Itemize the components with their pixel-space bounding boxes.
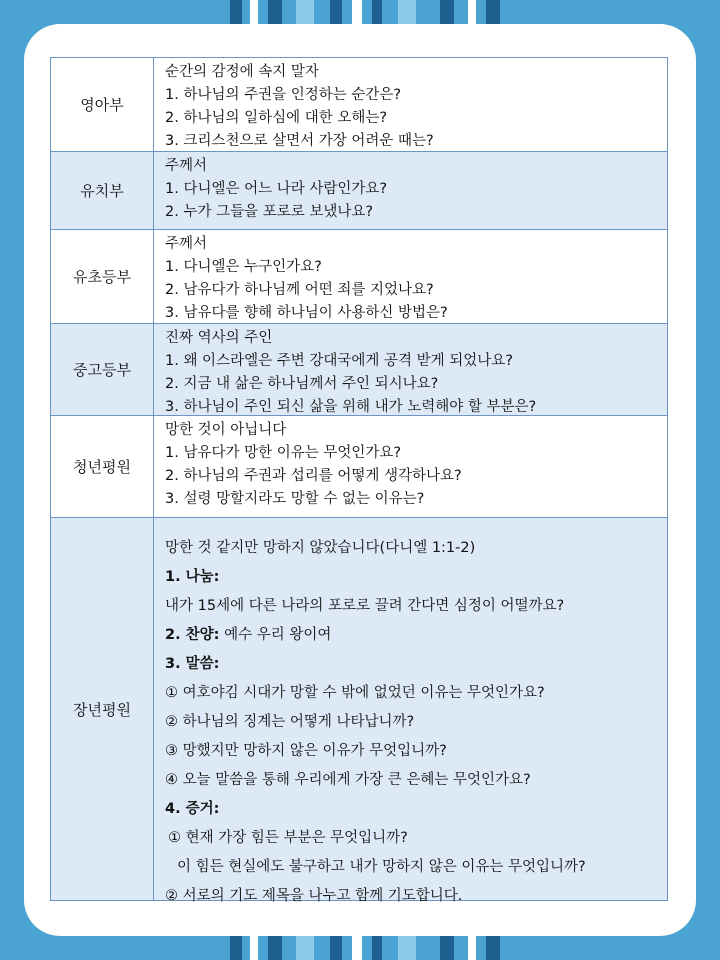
question: 1. 다니엘은 어느 나라 사람인가요?: [165, 181, 388, 197]
row-label: 장년평원: [51, 518, 154, 900]
question: 1. 하나님의 주권을 인정하는 순간은?: [165, 87, 402, 103]
row-content: [154, 58, 667, 151]
question: 1. 다니엘은 누구인가요?: [165, 259, 322, 275]
question: 2. 지금 내 삶은 하나님께서 주인 되시나요?: [165, 376, 439, 392]
row-label: 영아부: [51, 58, 154, 151]
table-row: [51, 58, 667, 152]
question: 3. 남유다를 향해 하나님이 사용하신 방법은?: [165, 305, 448, 321]
question: 3. 크리스천으로 살면서 가장 어려운 때는?: [165, 133, 434, 149]
bottom-stripe-band: [0, 936, 720, 960]
question: 1. 왜 이스라엘은 주변 강대국에게 공격 받게 되었나요?: [165, 353, 513, 369]
question: 3. 하나님이 주인 되신 삶을 위해 내가 노력해야 할 부분은?: [165, 399, 537, 415]
row-label: 유초등부: [51, 230, 154, 323]
row-content: [154, 416, 667, 517]
table-row: [51, 152, 667, 230]
question: ② 서로의 기도 제목을 나누고 함께 기도합니다.: [165, 888, 463, 904]
row-title: 주께서: [165, 236, 208, 252]
row-title: 진짜 역사의 주인: [165, 330, 273, 346]
question: 2. 하나님의 주권과 섭리를 어떻게 생각하나요?: [165, 468, 462, 484]
hymn-title: 예수 우리 왕이여: [219, 627, 332, 643]
table-row: [51, 518, 667, 904]
question: ① 현재 가장 힘든 부분은 무엇입니까?: [168, 830, 408, 846]
row-title: 주께서: [165, 158, 208, 174]
question: ① 여호야김 시대가 망할 수 밖에 없었던 이유는 무엇인가요?: [165, 685, 545, 701]
question: 3. 설령 망할지라도 망할 수 없는 이유는?: [165, 491, 425, 507]
question: ④ 오늘 말씀을 통해 우리에게 가장 큰 은혜는 무엇인가요?: [165, 772, 531, 788]
row-title: 순간의 감정에 속지 말자: [165, 64, 319, 80]
section-heading: 2. 찬양:: [165, 627, 220, 643]
table-row: [51, 416, 667, 518]
question: 2. 남유다가 하나님께 어떤 죄를 지었나요?: [165, 282, 434, 298]
question: 내가 15세에 다른 나라의 포로로 끌려 간다면 심정이 어떨까요?: [165, 598, 565, 614]
section-heading: 1. 나눔:: [165, 569, 220, 585]
row-label: 청년평원: [51, 416, 154, 517]
row-label: 중고등부: [51, 324, 154, 415]
table-row: [51, 324, 667, 416]
row-label: 유치부: [51, 152, 154, 229]
section-heading: 4. 증거:: [165, 801, 220, 817]
discussion-table: [50, 57, 668, 904]
question: 이 힘든 현실에도 불구하고 내가 망하지 않은 이유는 무엇입니까?: [177, 859, 586, 875]
row-title: 망한 것이 아닙니다: [165, 422, 287, 438]
question: 2. 하나님의 일하심에 대한 오해는?: [165, 110, 388, 126]
question: 1. 남유다가 망한 이유는 무엇인가요?: [165, 445, 402, 461]
row-title: 망한 것 같지만 망하지 않았습니다(다니엘 1:1-2): [165, 540, 476, 556]
question: ③ 망했지만 망하지 않은 이유가 무엇입니까?: [165, 743, 447, 759]
row-content: [154, 152, 667, 229]
row-content: [154, 230, 667, 323]
question: ② 하나님의 징계는 어떻게 나타납니까?: [165, 714, 415, 730]
section-heading: 3. 말씀:: [165, 656, 220, 672]
question: 2. 누가 그들을 포로로 보냈나요?: [165, 204, 374, 220]
table-row: [51, 230, 667, 324]
row-content: [154, 324, 667, 415]
row-content: [154, 518, 667, 904]
top-stripe-band: [0, 0, 720, 24]
